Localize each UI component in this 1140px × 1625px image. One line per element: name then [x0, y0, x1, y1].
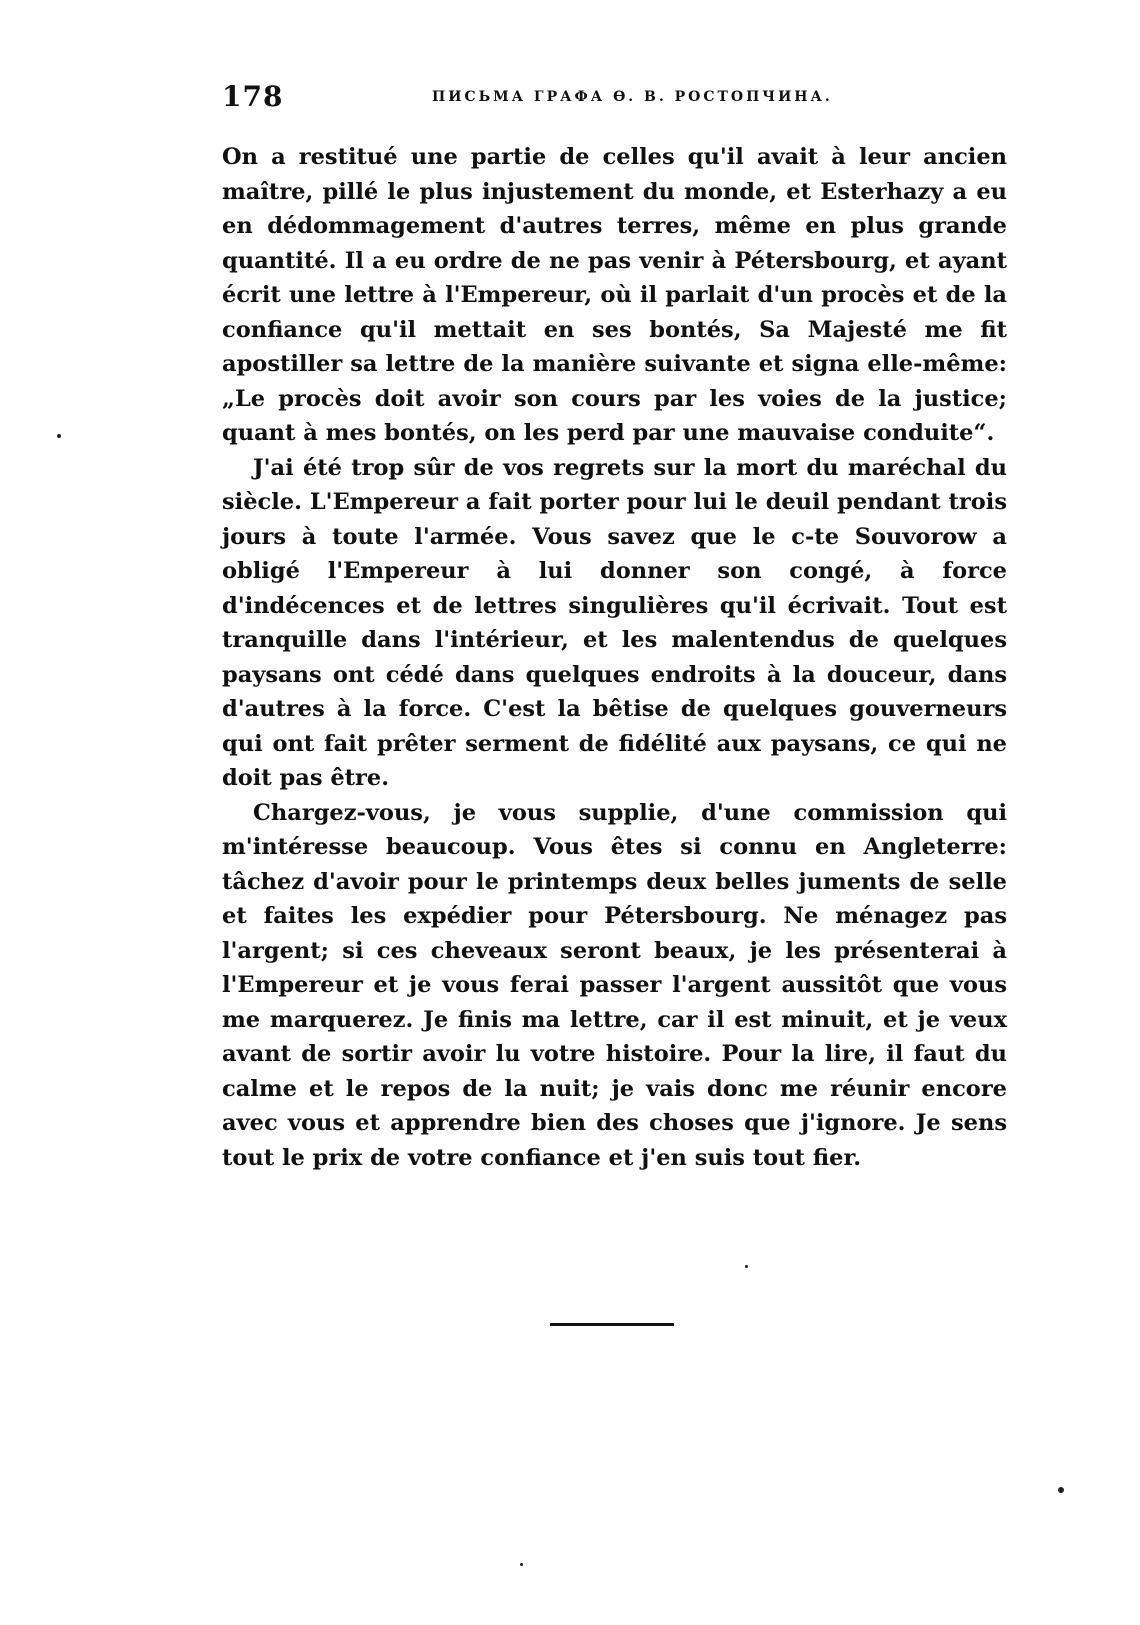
- running-title: ПИСЬМА ГРАФА Ө. В. РОСТОПЧИНА.: [432, 89, 833, 105]
- page-number: 178: [222, 80, 284, 113]
- end-rule: [550, 1323, 674, 1326]
- print-speck: [745, 1265, 748, 1268]
- running-head: [222, 80, 1007, 120]
- body-text: [222, 140, 1007, 1175]
- print-speck: [57, 434, 61, 438]
- paragraph-1: On a restitué une partie de celles qu'il avait à leur ancien maître, pillé le plus injustement du monde, et Esterhazy a eu en dédommagement d'autres terres, même en plus grande quantité. Il a eu ordre de ne pas venir à Pétersbourg, et ayant écrit une lettre à l'Empereur, où il parlait d'un procès et de la confiance qu'il mettait en ses bontés, Sa Majesté me fit apostiller sa lettre de la manière suivante et signa elle-même: „Le procès doit avoir son cours par les voies de la justice; quant à mes bontés, on les perd par une mauvaise conduite“.: [222, 144, 1007, 446]
- print-speck: [1058, 1487, 1064, 1493]
- print-speck: [520, 1563, 523, 1566]
- paragraph-3: Chargez-vous, je vous supplie, d'une commission qui m'intéresse beaucoup. Vous êtes si connu en Angleterre: tâchez d'avoir pour le printemps deux belles juments de selle et faites les expédier pour Pétersbourg. Ne ménagez pas l'argent; si ces cheveaux seront beaux, je les présenterai à l'Empereur et je vous ferai passer l'argent aussitôt que vous me marquerez. Je finis ma lettre, car il est minuit, et je veux avant de sortir avoir lu votre histoire. Pour la lire, il faut du calme et le repos de la nuit; je vais donc me réunir encore avec vous et apprendre bien des choses que j'ignore. Je sens tout le prix de votre confiance et j'en suis tout fier.: [222, 799, 1007, 1171]
- paragraph-2: J'ai été trop sûr de vos regrets sur la mort du maréchal du siècle. L'Empereur a fait porter pour lui le deuil pendant trois jours à toute l'armée. Vous savez que le c-te Souvorow a obligé l'Empereur à lui donner son congé, à force d'indécences et de lettres singulières qu'il écrivait. Tout est tranquille dans l'intérieur, et les malentendus de quelques paysans ont cédé dans quelques endroits à la douceur, dans d'autres à la force. C'est la bêtise de quelques gouverneurs qui ont fait prêter serment de fidélité aux paysans, ce qui ne doit pas être.: [222, 454, 1007, 791]
